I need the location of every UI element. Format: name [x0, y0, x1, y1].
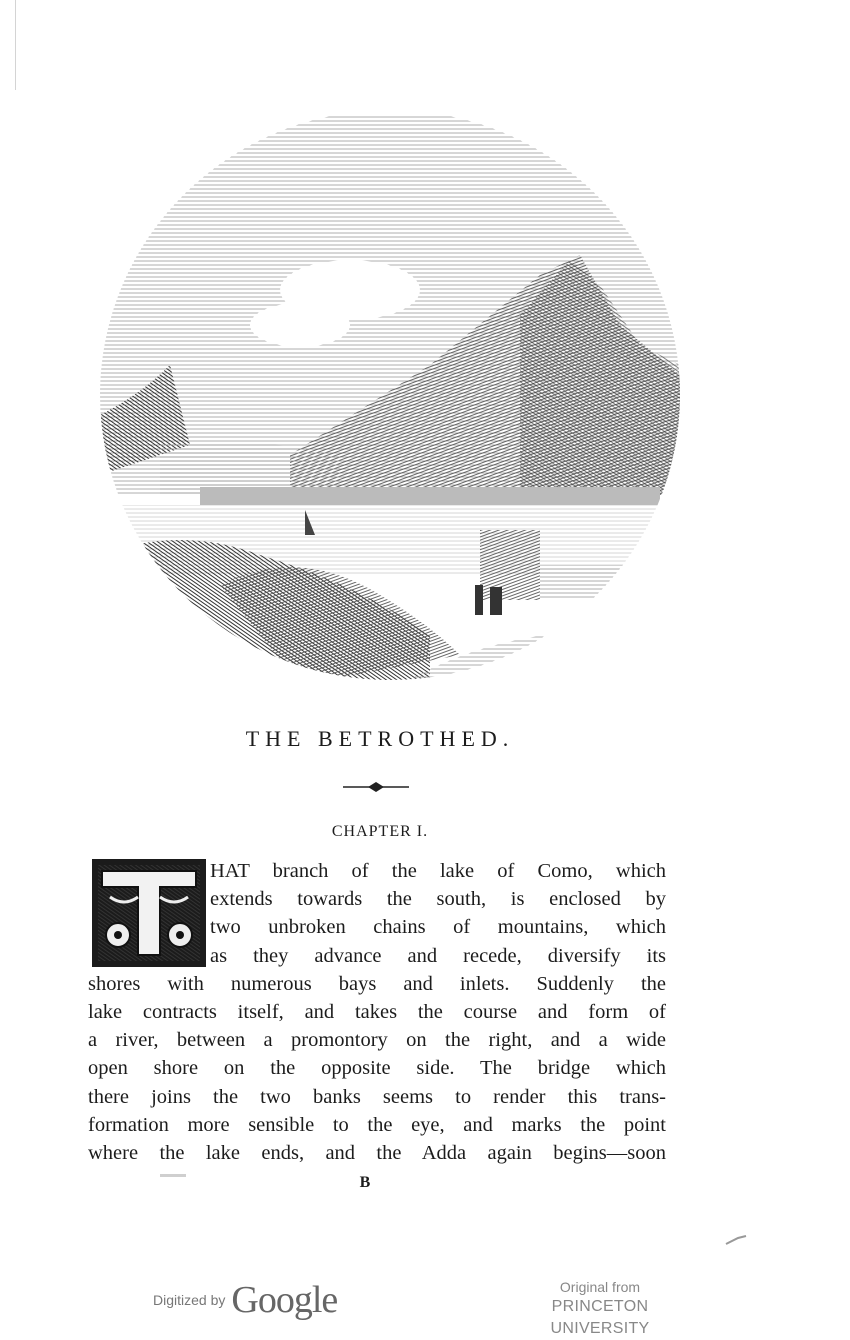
lake-como-illustration: [100, 115, 680, 685]
chapter-heading: CHAPTER I.: [331, 823, 429, 840]
digitized-label: Digitized by: [153, 1292, 226, 1308]
signature-mark: B: [359, 1174, 371, 1191]
body-line: HAT branch of the lake of Como, which: [210, 860, 666, 882]
corner-smudge-icon: [724, 1234, 748, 1246]
body-line: where the lake ends, and the Adda again begins—soon: [88, 1141, 666, 1164]
body-line: there joins the two banks seems to render this trans-: [88, 1085, 666, 1108]
institution-name: PRINCETON UNIVERSITY: [550, 1298, 650, 1337]
digitized-by-footer: [153, 1278, 337, 1322]
page-edge-line: [15, 0, 16, 90]
body-line: a river, between a promontory on the right, and a wide: [88, 1029, 666, 1052]
body-line: extends towards the south, is enclosed by: [210, 888, 666, 911]
body-line: as they advance and recede, diversify its: [210, 944, 666, 967]
body-line: formation more sensible to the eye, and marks the point: [88, 1113, 666, 1136]
body-line: lake contracts itself, and takes the course and form of: [88, 1000, 666, 1023]
book-title: THE BETROTHED.: [245, 726, 515, 751]
lake-mountain-engraving-icon: [100, 115, 680, 685]
chapter-body-text: [88, 857, 666, 1167]
original-from-label: Original from: [559, 1279, 641, 1295]
body-line: open shore on the opposite side. The bridge which: [88, 1057, 666, 1080]
body-line: two unbroken chains of mountains, which: [210, 916, 666, 939]
google-logo: Google: [231, 1279, 338, 1321]
diamond-rule-icon: [343, 779, 409, 795]
body-line: shores with numerous bays and inlets. Suddenly the: [88, 972, 666, 995]
